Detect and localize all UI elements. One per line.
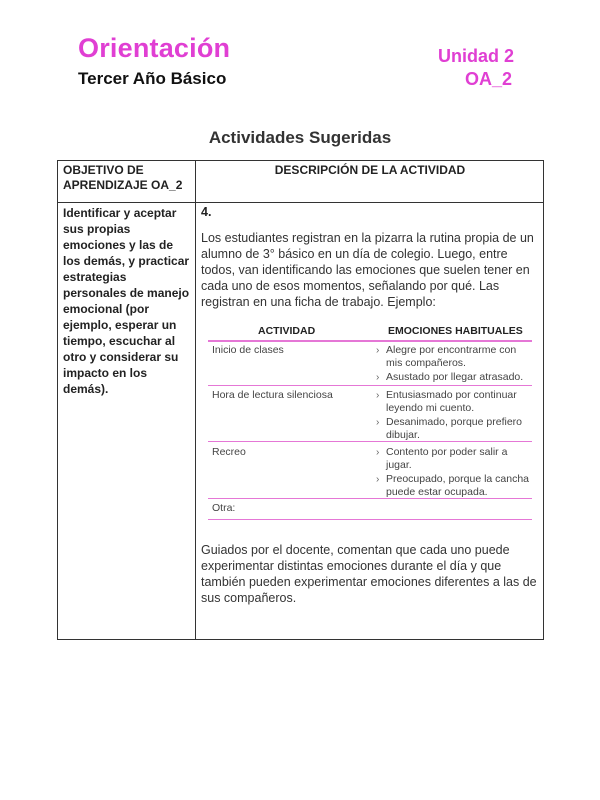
example-activity: Hora de lectura silenciosa <box>212 389 333 401</box>
example-header-emotions: EMOCIONES HABITUALES <box>388 325 523 337</box>
objective-column-header: OBJETIVO DE APRENDIZAJE OA_2 <box>63 163 183 192</box>
emotion-text: Alegre por encontrarme con mis compañeros. <box>386 344 517 369</box>
example-emotions-list <box>376 344 532 385</box>
example-header-rule <box>208 340 532 342</box>
example-emotions-list <box>376 389 532 443</box>
description-column-header: DESCRIPCIÓN DE LA ACTIVIDAD <box>274 163 466 177</box>
activity-paragraph-2: Guiados por el docente, comentan que cada uno puede experimentar distintas emociones durante el día y que también pueden experimentar emociones diferentes a las de sus compañeros. <box>201 543 537 605</box>
example-activity: Inicio de clases <box>212 344 284 356</box>
bullet-icon: › <box>376 447 380 458</box>
example-table <box>208 323 532 513</box>
bullet-icon: › <box>376 345 380 356</box>
example-emotion <box>376 446 532 472</box>
section-title: Actividades Sugeridas <box>208 128 392 147</box>
example-activity: Recreo <box>212 446 246 458</box>
unit-label: Unidad 2 <box>437 46 514 66</box>
header-divider <box>58 202 543 203</box>
emotion-text: Entusiasmado por continuar leyendo mi cuento. <box>386 389 517 414</box>
bullet-icon: › <box>376 372 380 383</box>
example-emotion <box>376 473 532 499</box>
example-row-rule <box>208 385 532 386</box>
subject-title: Orientación <box>78 33 231 63</box>
example-emotion <box>376 416 532 442</box>
emotion-text: Preocupado, porque la cancha puede estar ocupada. <box>386 473 530 498</box>
example-emotion <box>376 344 532 370</box>
oa-label: OA_2 <box>464 69 512 89</box>
example-activity: Otra: <box>212 502 236 514</box>
example-row-rule <box>208 519 532 520</box>
column-divider <box>195 161 196 639</box>
example-emotions-list <box>376 446 532 500</box>
grade-subtitle: Tercer Año Básico <box>78 69 227 88</box>
bullet-icon: › <box>376 390 380 401</box>
activity-number: 4. <box>201 205 212 219</box>
example-emotion <box>376 371 532 384</box>
example-emotion <box>376 389 532 415</box>
example-row-rule <box>208 498 532 499</box>
bullet-icon: › <box>376 474 380 485</box>
example-header-activity: ACTIVIDAD <box>258 325 316 337</box>
emotion-text: Asustado por llegar atrasado. <box>386 371 524 383</box>
emotion-text: Contento por poder salir a jugar. <box>386 446 508 471</box>
activities-table <box>57 160 544 640</box>
activity-paragraph-1: Los estudiantes registran en la pizarra la rutina propia de un alumno de 3° básico en un día de colegio. Luego, entre todos, van identificando las emociones que suelen tener en cada uno de esos momentos, señalando por qué. Las registran en una ficha de trabajo. Ejemplo: <box>201 231 534 309</box>
example-row-rule <box>208 441 532 442</box>
emotion-text: Desanimado, porque prefiero dibujar. <box>386 416 522 441</box>
bullet-icon: › <box>376 417 380 428</box>
objective-text: Identificar y aceptar sus propias emociones y las de los demás, y practicar estrategias personales de manejo emocional (por ejemplo, esperar un tiempo, escuchar al otro y considerar su impacto en los demás). <box>63 206 190 396</box>
